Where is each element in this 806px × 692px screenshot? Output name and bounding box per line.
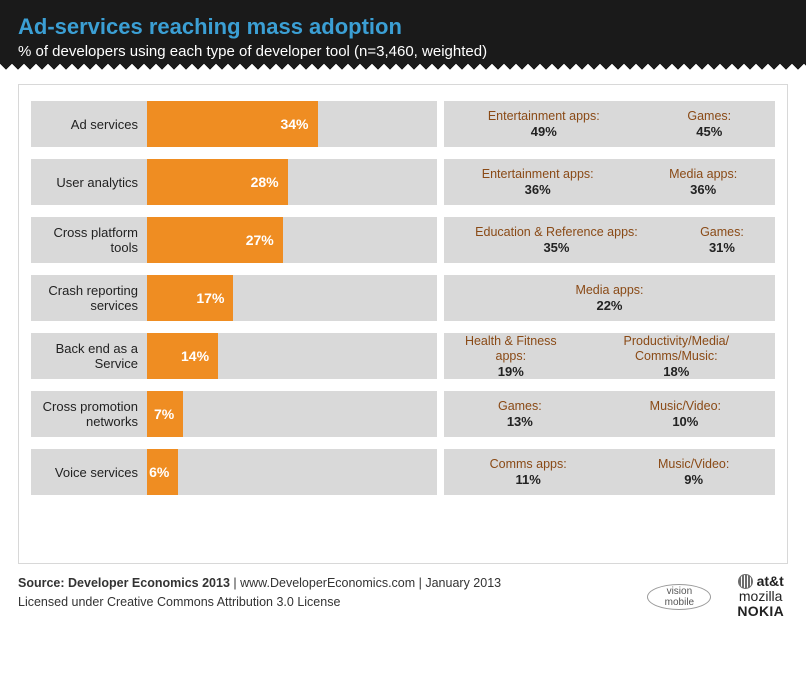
sponsor-logos [737,574,784,619]
stat-item [694,225,750,255]
bar-value-label: 28% [250,174,279,190]
bar-value-label: 27% [245,232,274,248]
bar-value-label: 7% [154,406,175,422]
stats-block [444,159,775,205]
bar-category-label: Back end as a Service [55,341,138,371]
chart-panel [18,84,788,564]
bar-fill [147,101,318,147]
visionmobile-logo [647,584,711,610]
bar-category-label: Cross promotion networks [42,399,138,429]
bar-fill [147,391,183,437]
bar-fill [147,333,218,379]
att-label: at&t [756,573,784,589]
stats-block [444,449,775,495]
bar-value-label: 34% [280,116,309,132]
bar-track [147,333,437,379]
stat-item [578,334,775,379]
stat-value: 31% [708,240,735,255]
footer-text-block [18,574,501,612]
stat-label: Media apps: [575,283,644,297]
footer-license: Licensed under Creative Commons Attribution 3.0 License [18,595,341,609]
stats-block [444,275,775,321]
stat-label: Games: [497,399,542,413]
stat-item [663,167,743,197]
page-title: Ad-services reaching mass adoption [18,14,402,39]
footer [18,574,788,619]
stat-label: Games: [700,225,744,239]
stat-item [484,457,573,487]
bar-category-label: Ad services [70,116,138,132]
bar-fill [147,159,288,205]
stats-block [444,391,775,437]
visionmobile-vision-text: vision [666,585,693,597]
stat-value: 49% [530,124,557,139]
stat-item [444,334,578,379]
stat-value: 9% [684,472,704,487]
stats-block [444,101,775,147]
stat-item [469,225,644,255]
bar-track [147,159,437,205]
stat-item [652,457,735,487]
bar-track [147,217,437,263]
mozilla-logo: mozilla [738,588,783,604]
chart-row [31,101,775,147]
stat-value: 45% [696,124,723,139]
chart-row [31,159,775,205]
stat-label: Comms apps: [489,457,567,471]
stat-value: 13% [506,414,533,429]
footer-source [18,574,501,593]
stat-value: 36% [524,182,551,197]
bar-category-label: Crash reporting services [48,283,138,313]
stat-label: Education & Reference apps: [475,225,638,239]
stat-label: Games: [687,109,732,123]
stat-label: Entertainment apps: [487,109,600,123]
bar-block [31,275,437,321]
zigzag-divider [0,62,806,72]
bar-block [31,101,437,147]
stat-item [681,109,737,139]
bar-block [31,391,437,437]
stat-label: Productivity/Media/ Comms/Music: [623,333,730,363]
footer-source-title: Source: Developer Economics 2013 [18,576,230,590]
bar-category-label: Cross platform tools [53,225,138,255]
stat-label: Music/Video: [649,399,722,413]
stat-value: 22% [596,298,623,313]
stat-item [492,399,548,429]
bar-track [147,101,437,147]
bar-block [31,333,437,379]
bar-category-label: Voice services [54,464,138,480]
stat-value: 19% [497,363,524,379]
stat-item [476,167,600,197]
nokia-logo: NOKIA [737,603,784,619]
stat-value: 11% [515,472,541,487]
bar-fill [147,275,233,321]
bar-block [31,449,437,495]
chart-row [31,275,775,321]
stat-value: 36% [690,182,717,197]
stat-item [644,399,727,429]
stat-value: 10% [672,414,699,429]
stat-value: 18% [663,363,690,379]
att-globe-icon [738,574,753,589]
chart-row [31,449,775,495]
bar-block [31,217,437,263]
bar-value-label: 6% [149,464,170,480]
stat-label: Media apps: [669,167,738,181]
page-subtitle: % of developers using each type of developer tool (n=3,460, weighted) [18,43,488,60]
stat-label: Health & Fitness apps: [464,333,557,363]
stat-value: 35% [543,240,570,255]
footer-source-rest: | www.DeveloperEconomics.com | January 2013 [229,576,502,590]
chart-row [31,333,775,379]
stat-item [482,109,606,139]
chart-header [0,0,806,62]
stat-label: Music/Video: [658,457,730,471]
att-logo [738,574,784,589]
chart-row [31,391,775,437]
visionmobile-mobile-text: mobile [664,596,695,608]
bar-block [31,159,437,205]
bar-fill [147,217,283,263]
stat-label: Entertainment apps: [481,167,594,181]
chart-row [31,217,775,263]
bar-value-label: 17% [196,290,225,306]
stat-item [569,283,649,313]
footer-logos [647,574,788,619]
bar-track [147,449,437,495]
stats-block [444,217,775,263]
bar-value-label: 14% [181,348,210,364]
stats-block [444,333,775,379]
visionmobile-ellipse [647,584,711,610]
bar-track [147,391,437,437]
bar-fill [147,449,178,495]
bar-track [147,275,437,321]
bar-category-label: User analytics [56,174,138,190]
